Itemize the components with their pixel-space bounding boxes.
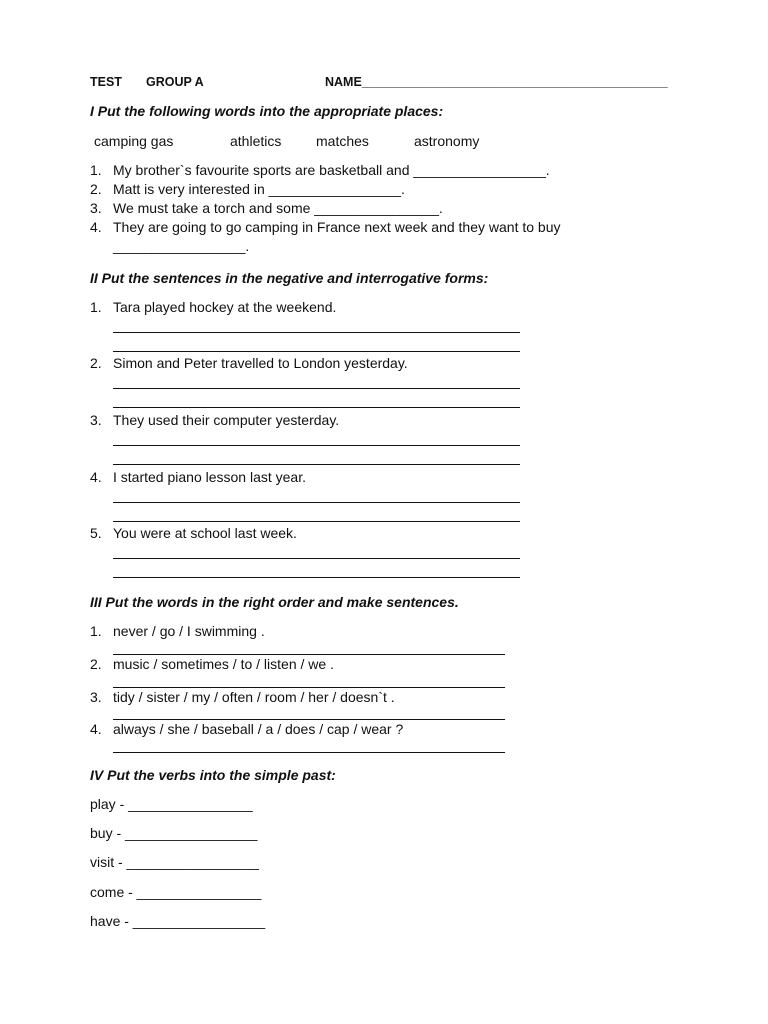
verb-item: come - ________________ bbox=[90, 884, 262, 900]
item-number: 1. bbox=[90, 623, 102, 639]
test-label: TEST bbox=[90, 75, 122, 89]
answer-line[interactable] bbox=[113, 719, 505, 720]
item-number: 2. bbox=[90, 656, 102, 672]
answer-line-interrogative[interactable] bbox=[113, 521, 520, 522]
item-number: 4. bbox=[90, 469, 102, 485]
item-number: 1. bbox=[90, 162, 102, 178]
answer-line-negative[interactable] bbox=[113, 388, 520, 389]
verb-item: play - ________________ bbox=[90, 796, 253, 812]
item-number: 3. bbox=[90, 689, 102, 705]
transform-sentence: They used their computer yesterday. bbox=[113, 412, 340, 428]
answer-line[interactable] bbox=[113, 752, 505, 753]
word-bank-item: camping gas bbox=[94, 133, 174, 149]
item-number: 5. bbox=[90, 525, 102, 541]
answer-line-interrogative[interactable] bbox=[113, 351, 520, 352]
word-bank-item: athletics bbox=[230, 133, 282, 149]
verb-item: have - _________________ bbox=[90, 913, 266, 929]
answer-line[interactable] bbox=[113, 654, 505, 655]
word-bank-item: matches bbox=[316, 133, 369, 149]
answer-line-negative[interactable] bbox=[113, 558, 520, 559]
item-number: 3. bbox=[90, 412, 102, 428]
jumbled-words: never / go / I swimming . bbox=[113, 623, 265, 639]
section-1-title: I Put the following words into the appropriate places: bbox=[90, 103, 444, 119]
transform-sentence: I started piano lesson last year. bbox=[113, 469, 306, 485]
answer-line-negative[interactable] bbox=[113, 332, 520, 333]
fill-in-blank-continuation: _________________. bbox=[113, 238, 250, 254]
fill-in-sentence: Matt is very interested in _________________. bbox=[113, 181, 405, 197]
answer-line[interactable] bbox=[113, 687, 505, 688]
answer-line-interrogative[interactable] bbox=[113, 464, 520, 465]
group-label: GROUP A bbox=[146, 75, 204, 89]
fill-in-sentence: My brother`s favourite sports are basketball and _________________. bbox=[113, 162, 550, 178]
section-3-title: III Put the words in the right order and make sentences. bbox=[90, 594, 459, 610]
transform-sentence: You were at school last week. bbox=[113, 525, 297, 541]
verb-item: visit - _________________ bbox=[90, 854, 259, 870]
item-number: 2. bbox=[90, 355, 102, 371]
answer-line-negative[interactable] bbox=[113, 502, 520, 503]
transform-sentence: Tara played hockey at the weekend. bbox=[113, 299, 337, 315]
verb-item: buy - _________________ bbox=[90, 825, 258, 841]
section-4-title: IV Put the verbs into the simple past: bbox=[90, 767, 336, 783]
transform-sentence: Simon and Peter travelled to London yesterday. bbox=[113, 355, 408, 371]
fill-in-sentence: We must take a torch and some ________________. bbox=[113, 200, 443, 216]
section-2-title: II Put the sentences in the negative and interrogative forms: bbox=[90, 270, 489, 286]
word-bank-item: astronomy bbox=[414, 133, 480, 149]
jumbled-words: always / she / baseball / a / does / cap / wear ? bbox=[113, 721, 404, 737]
name-field[interactable]: NAME____________________________________________ bbox=[325, 75, 668, 89]
answer-line-interrogative[interactable] bbox=[113, 577, 520, 578]
answer-line-negative[interactable] bbox=[113, 445, 520, 446]
item-number: 3. bbox=[90, 200, 102, 216]
jumbled-words: music / sometimes / to / listen / we . bbox=[113, 656, 334, 672]
jumbled-words: tidy / sister / my / often / room / her / doesn`t . bbox=[113, 689, 395, 705]
item-number: 2. bbox=[90, 181, 102, 197]
item-number: 4. bbox=[90, 721, 102, 737]
answer-line-interrogative[interactable] bbox=[113, 407, 520, 408]
item-number: 1. bbox=[90, 299, 102, 315]
item-number: 4. bbox=[90, 219, 102, 235]
fill-in-sentence: They are going to go camping in France next week and they want to buy bbox=[113, 219, 561, 235]
